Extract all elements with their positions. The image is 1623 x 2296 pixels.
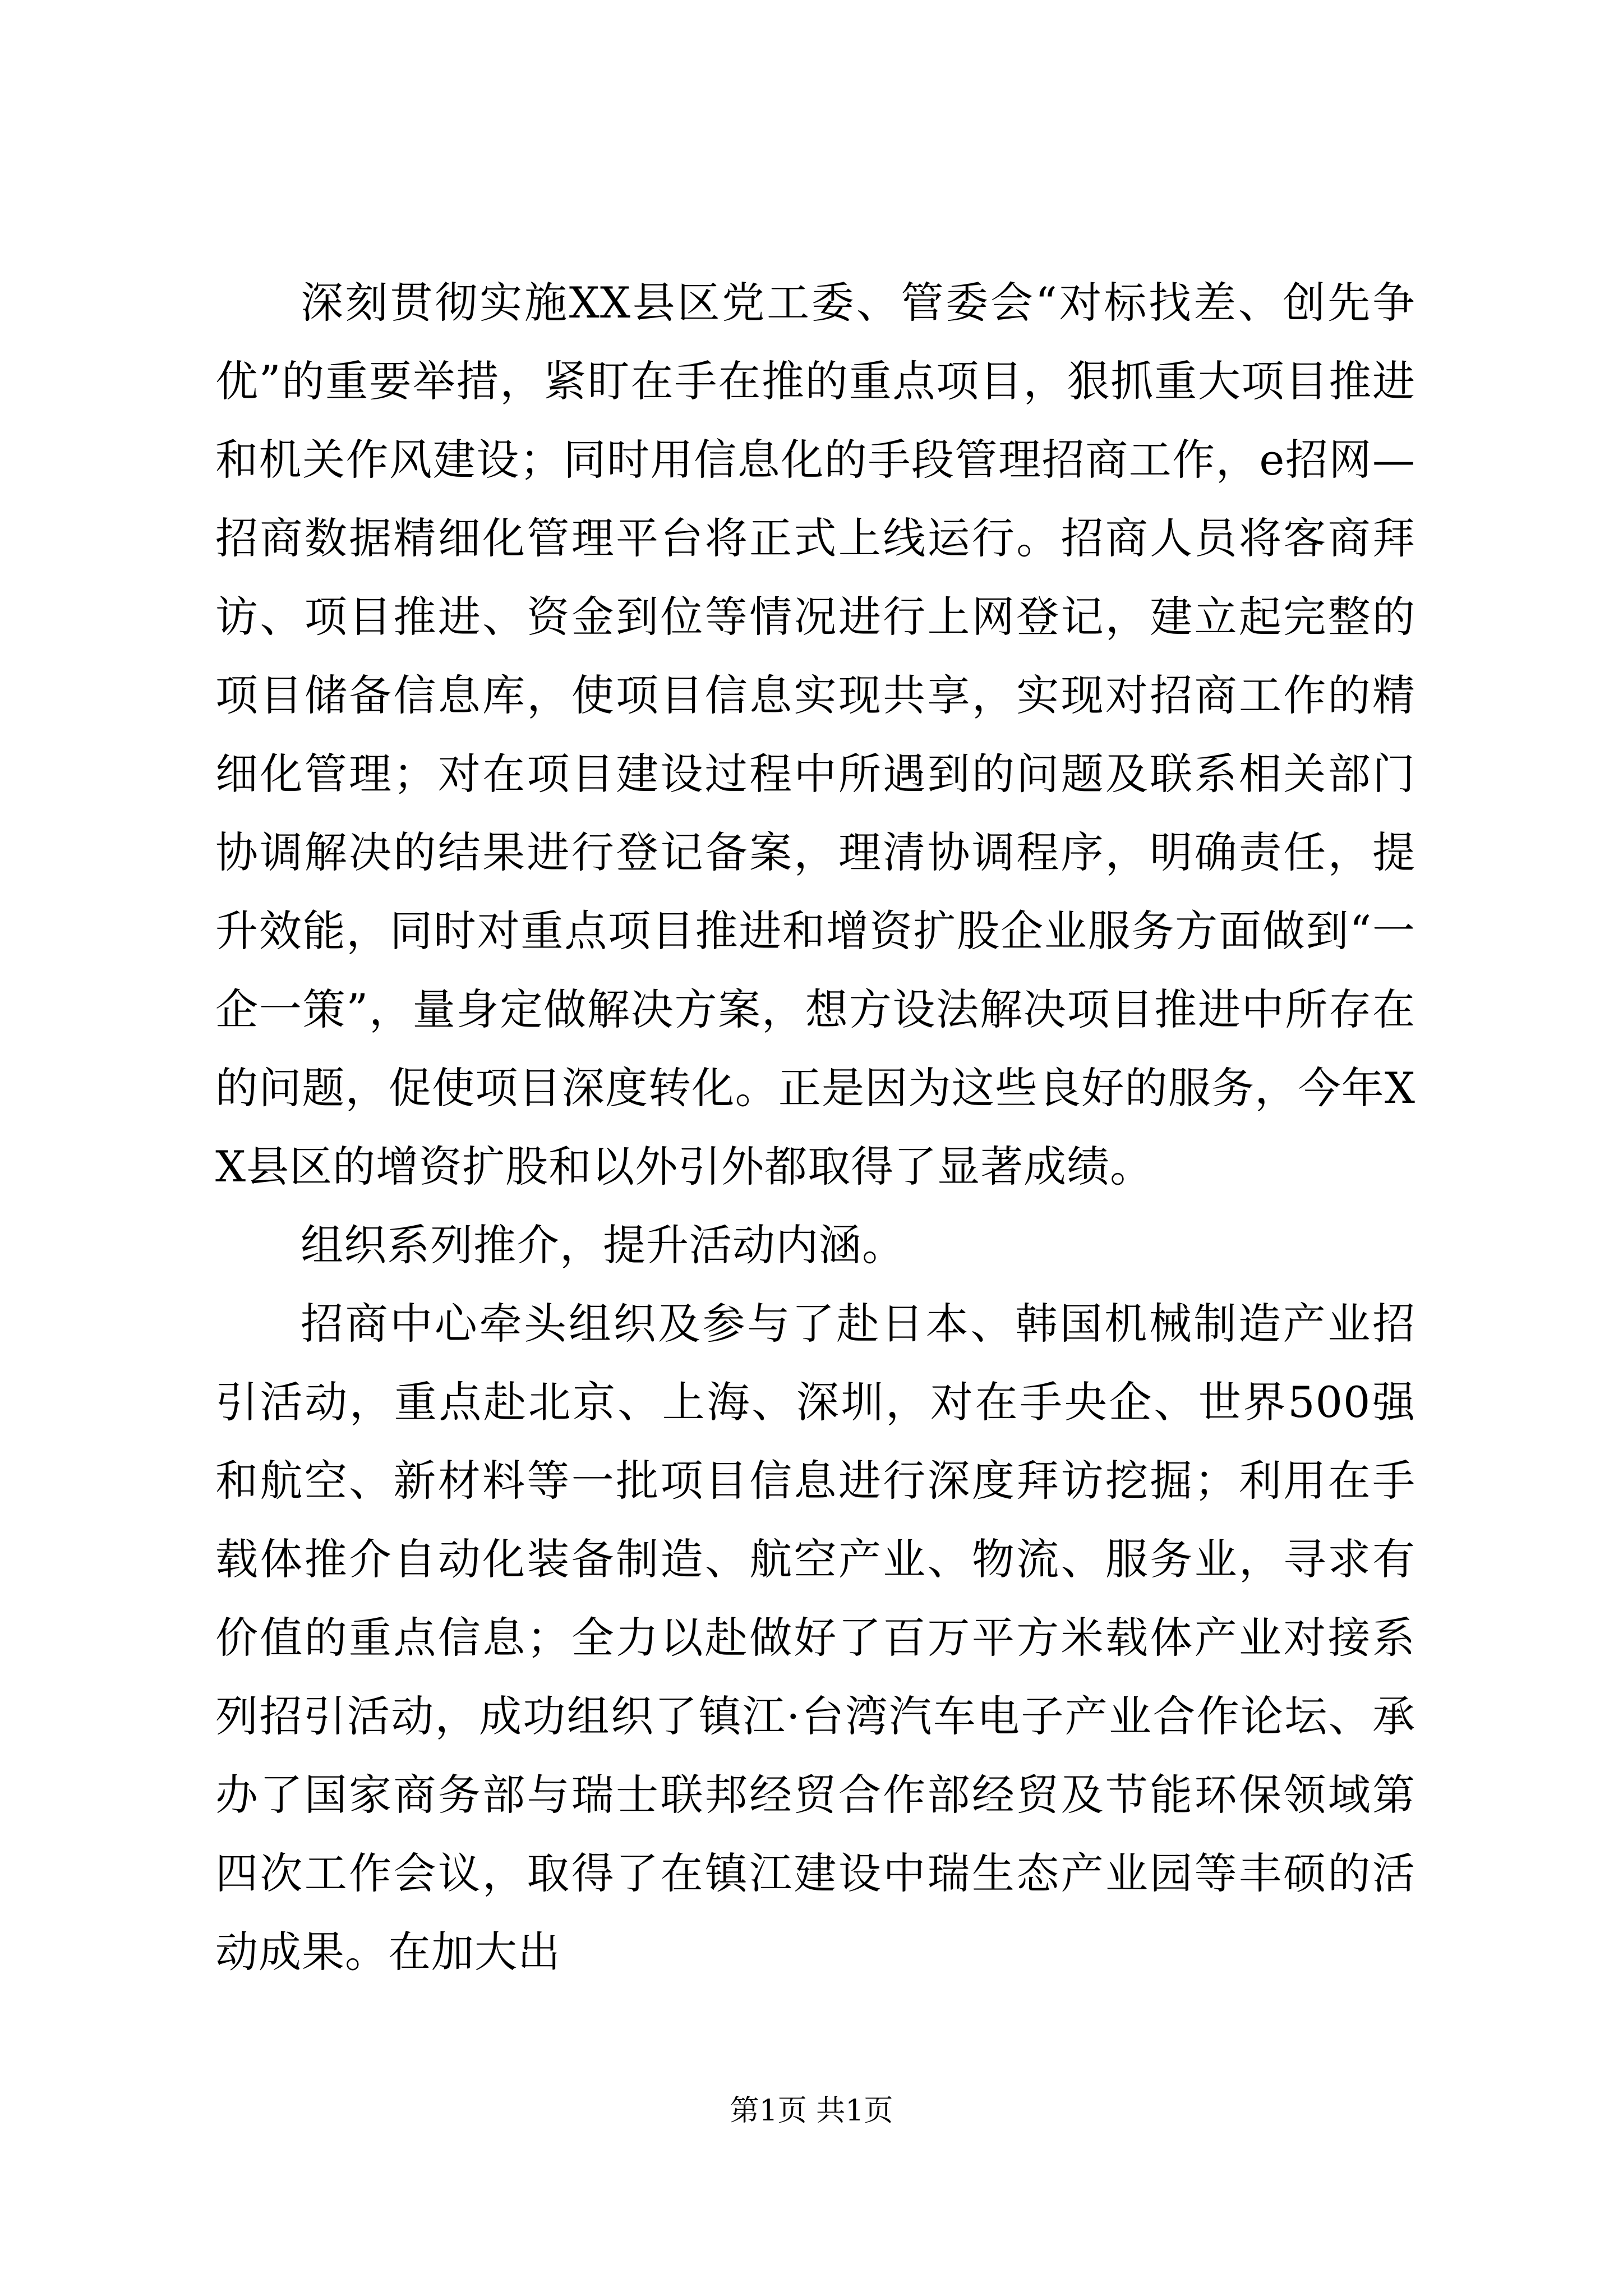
page-footer: 第1页 共1页 <box>730 2094 893 2128</box>
paragraph-2: 组织系列推介，提升活动内涵。 <box>301 1220 905 1270</box>
paragraph-3: 招商中心牵头组织及参与了赴日本、韩国机械制造产业招引活动，重点赴北京、上海、深圳，对在手央企、世界500强和航空、新材料等一批项目信息进行深度拜访挖掘；利用在手载体推介自动化装备制造、航空产业、物流、服务业，寻求有价值的重点信息；全力以赴做好了百万平方米载体产业对接系列招引活动，成功组织了镇江·台湾汽车电子产业合作论坛、承办了国家商务部与瑞士联邦经贸合作部经贸及节能环保领域第四次工作会议，取得了在镇江建设中瑞生态产业园等丰硕的活动成果。在加大出 <box>215 1299 1415 1977</box>
paragraph-1: 深刻贯彻实施XX县区党工委、管委会“对标找差、创先争优”的重要举措，紧盯在手在推的重点项目，狠抓重大项目推进和机关作风建设；同时用信息化的手段管理招商工作，e招网—招商数据精细化管理平台将正式上线运行。招商人员将客商拜访、项目推进、资金到位等情况进行上网登记，建立起完整的项目储备信息库，使项目信息实现共享，实现对招商工作的精细化管理；对在项目建设过程中所遇到的问题及联系相关部门协调解决的结果进行登记备案，理清协调程序，明确责任，提升效能，同时对重点项目推进和增资扩股企业服务方面做到“一企一策”，量身定做解决方案，想方设法解决项目推进中所存在的问题，促使项目深度转化。正是因为这些良好的服务，今年XX县区的增资扩股和以外引外都取得了显著成绩。 <box>215 278 1415 1191</box>
document-body <box>215 264 1415 1991</box>
